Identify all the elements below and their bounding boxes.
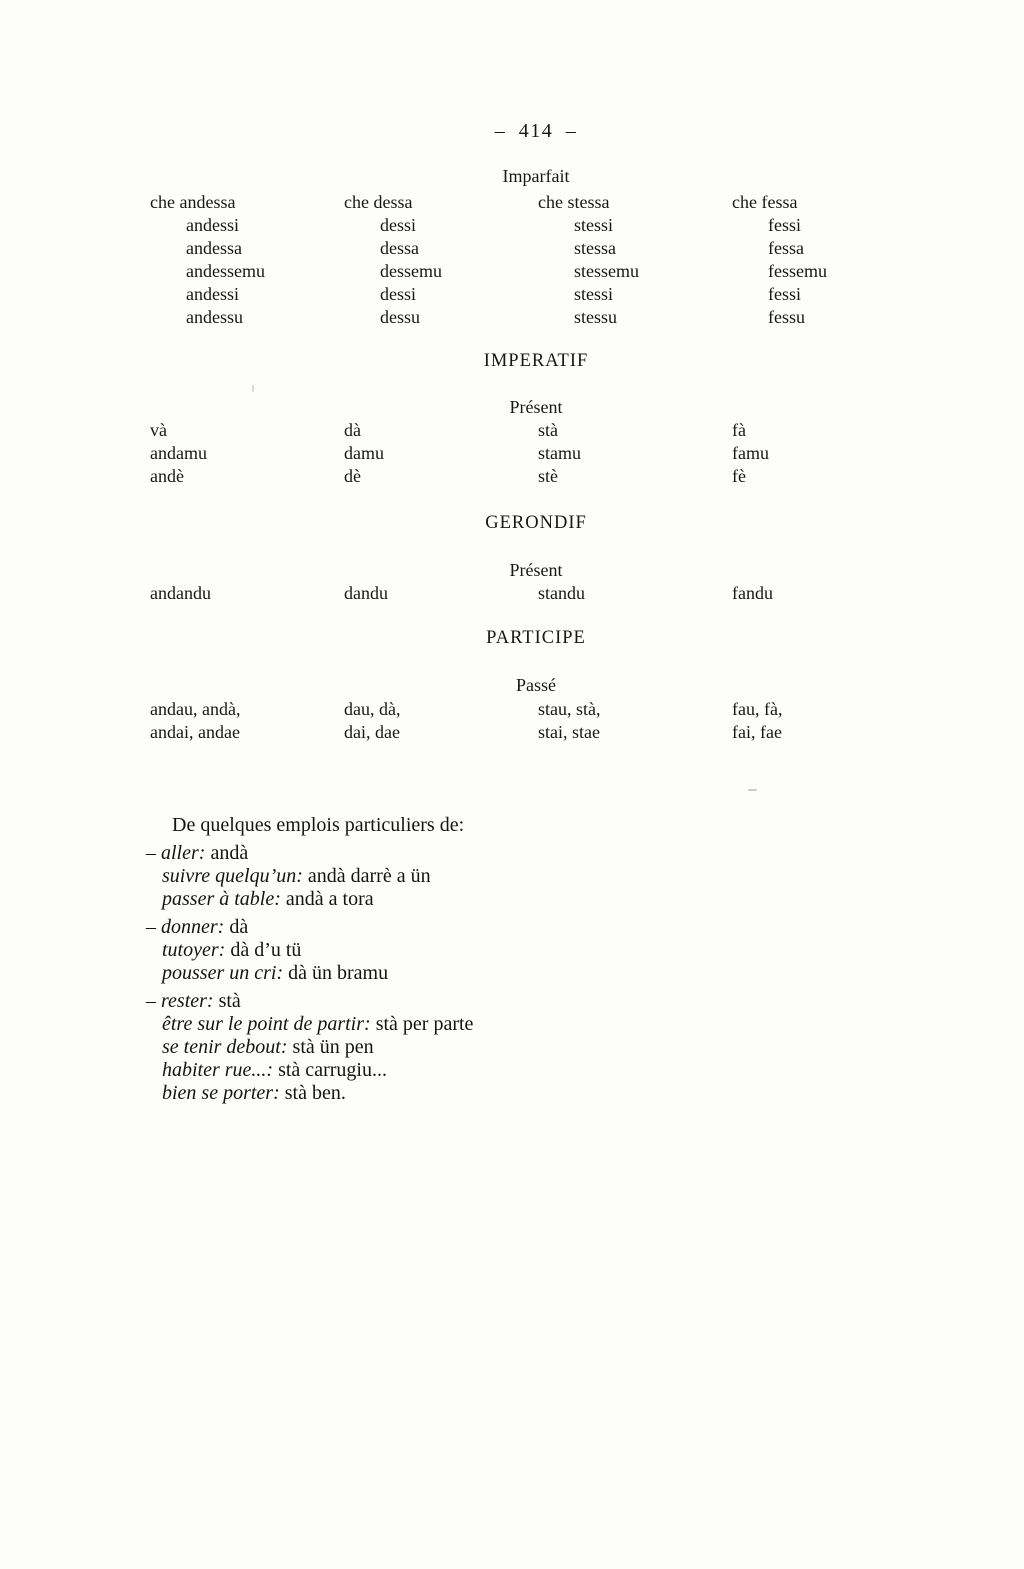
usage-line [162, 865, 473, 888]
conjugation-cell: dessemu [380, 261, 442, 281]
usage-french-phrase: tutoyer: [162, 939, 226, 961]
conjugation-cell: dessu [380, 307, 420, 327]
conjugation-cell: fessi [768, 215, 801, 235]
conjugation-cell: damu [344, 443, 384, 463]
participe-column-da [344, 698, 538, 744]
conjugation-cell: standu [538, 583, 585, 603]
conjugation-cell: stè [538, 466, 558, 486]
conjugation-cell: fai, fae [732, 722, 782, 742]
conjugation-cell: che fessa [732, 192, 798, 212]
conjugation-cell: stessi [574, 215, 614, 235]
usage-translation: stà ben. [279, 1082, 346, 1104]
gerondif-heading: GERONDIF [485, 513, 587, 533]
usage-french-phrase: se tenir debout: [162, 1036, 288, 1058]
usage-line [162, 939, 473, 962]
conjugation-cell: andè [150, 466, 184, 486]
usage-translation: andà [205, 842, 249, 864]
imparfait-table [150, 191, 922, 329]
imperatif-column-da [344, 419, 538, 488]
usage-line [162, 888, 473, 911]
usage-line [162, 1082, 473, 1105]
conjugation-cell: che andessa [150, 192, 236, 212]
usage-french-phrase: aller: [161, 842, 206, 864]
imparfait-column-fa [732, 191, 922, 329]
usage-translation: stà per parte [370, 1013, 474, 1035]
imparfait-heading: Imparfait [502, 166, 570, 186]
conjugation-cell: fau, fà, [732, 699, 783, 719]
usage-french-phrase: bien se porter: [162, 1082, 280, 1104]
usage-notes-block [146, 814, 473, 1105]
gerondif-column-da [344, 582, 538, 605]
participe-column-sta [538, 698, 732, 744]
conjugation-cell: fè [732, 466, 746, 486]
usage-line [162, 1036, 473, 1059]
conjugation-cell: fessu [768, 307, 805, 327]
conjugation-cell: andamu [150, 443, 207, 463]
usage-line [146, 842, 473, 865]
participe-column-fa [732, 698, 922, 744]
usage-french-phrase: habiter rue...: [162, 1059, 274, 1081]
usage-french-phrase: donner: [161, 916, 225, 938]
gerondif-table [150, 582, 922, 605]
usage-translation: stà ün pen [287, 1036, 374, 1058]
imperatif-column-sta [538, 419, 732, 488]
conjugation-cell: andessu [186, 307, 243, 327]
page-number: – 414 – [494, 120, 578, 142]
conjugation-cell: fà [732, 420, 746, 440]
conjugation-cell: fessi [768, 284, 801, 304]
usage-line [146, 990, 473, 1013]
usage-translation: dà d’u tü [225, 939, 302, 961]
conjugation-cell: và [150, 420, 167, 440]
conjugation-cell: dessi [380, 215, 416, 235]
usage-line [162, 962, 473, 985]
conjugation-cell: dandu [344, 583, 388, 603]
conjugation-cell: andai, andae [150, 722, 240, 742]
conjugation-cell: stà [538, 420, 558, 440]
usage-translation: dà [224, 916, 249, 938]
usage-translation: dà ün bramu [283, 962, 389, 984]
scan-artifact [748, 789, 757, 791]
conjugation-cell: che dessa [344, 192, 413, 212]
imperatif-table [150, 419, 922, 488]
conjugation-cell: dai, dae [344, 722, 400, 742]
imparfait-column-sta [538, 191, 732, 329]
imperatif-column-anda [150, 419, 344, 488]
gerondif-tense-label: Présent [509, 560, 563, 580]
gerondif-column-anda [150, 582, 344, 605]
conjugation-cell: andessemu [186, 261, 265, 281]
usage-french-phrase: passer à table: [162, 888, 281, 910]
conjugation-cell: stai, stae [538, 722, 600, 742]
usage-translation: andà a tora [280, 888, 374, 910]
conjugation-cell: andandu [150, 583, 211, 603]
conjugation-cell: stessemu [574, 261, 639, 281]
participe-table [150, 698, 922, 744]
usage-french-phrase: rester: [161, 990, 214, 1012]
participe-column-anda [150, 698, 344, 744]
usage-french-phrase: être sur le point de partir: [162, 1013, 371, 1035]
scan-artifact [252, 385, 254, 392]
imparfait-column-anda [150, 191, 344, 329]
usage-intro: De quelques emplois particuliers de: [172, 814, 465, 836]
conjugation-cell: andessa [186, 238, 242, 258]
usage-line [162, 1013, 473, 1036]
usage-translation: andà darrè a ün [302, 865, 431, 887]
usage-french-phrase: suivre quelqu’un: [162, 865, 303, 887]
imparfait-column-da [344, 191, 538, 329]
conjugation-cell: stau, stà, [538, 699, 601, 719]
conjugation-cell: andau, andà, [150, 699, 241, 719]
imperatif-column-fa [732, 419, 922, 488]
usage-french-phrase: pousser un cri: [162, 962, 284, 984]
imperatif-tense-label: Présent [509, 397, 563, 417]
conjugation-cell: fessemu [768, 261, 827, 281]
conjugation-cell: che stessa [538, 192, 610, 212]
gerondif-column-sta [538, 582, 732, 605]
participe-heading: PARTICIPE [486, 628, 586, 648]
conjugation-cell: andessi [186, 215, 239, 235]
usage-line [162, 1059, 473, 1082]
gerondif-column-fa [732, 582, 922, 605]
list-dash: – [146, 990, 161, 1012]
conjugation-cell: fandu [732, 583, 773, 603]
participe-tense-label: Passé [516, 675, 556, 695]
usage-translation: stà [213, 990, 241, 1012]
conjugation-cell: andessi [186, 284, 239, 304]
usage-line [146, 916, 473, 939]
imperatif-heading: IMPERATIF [483, 351, 589, 371]
conjugation-cell: dau, dà, [344, 699, 401, 719]
list-dash: – [146, 842, 161, 864]
conjugation-cell: stamu [538, 443, 581, 463]
conjugation-cell: famu [732, 443, 769, 463]
conjugation-cell: stessu [574, 307, 618, 327]
conjugation-cell: dessi [380, 284, 416, 304]
conjugation-cell: fessa [768, 238, 804, 258]
conjugation-cell: stessa [574, 238, 616, 258]
usage-translation: stà carrugiu... [273, 1059, 387, 1081]
conjugation-cell: dà [344, 420, 361, 440]
list-dash: – [146, 916, 161, 938]
conjugation-cell: dè [344, 466, 361, 486]
conjugation-cell: dessa [380, 238, 419, 258]
conjugation-cell: stessi [574, 284, 614, 304]
